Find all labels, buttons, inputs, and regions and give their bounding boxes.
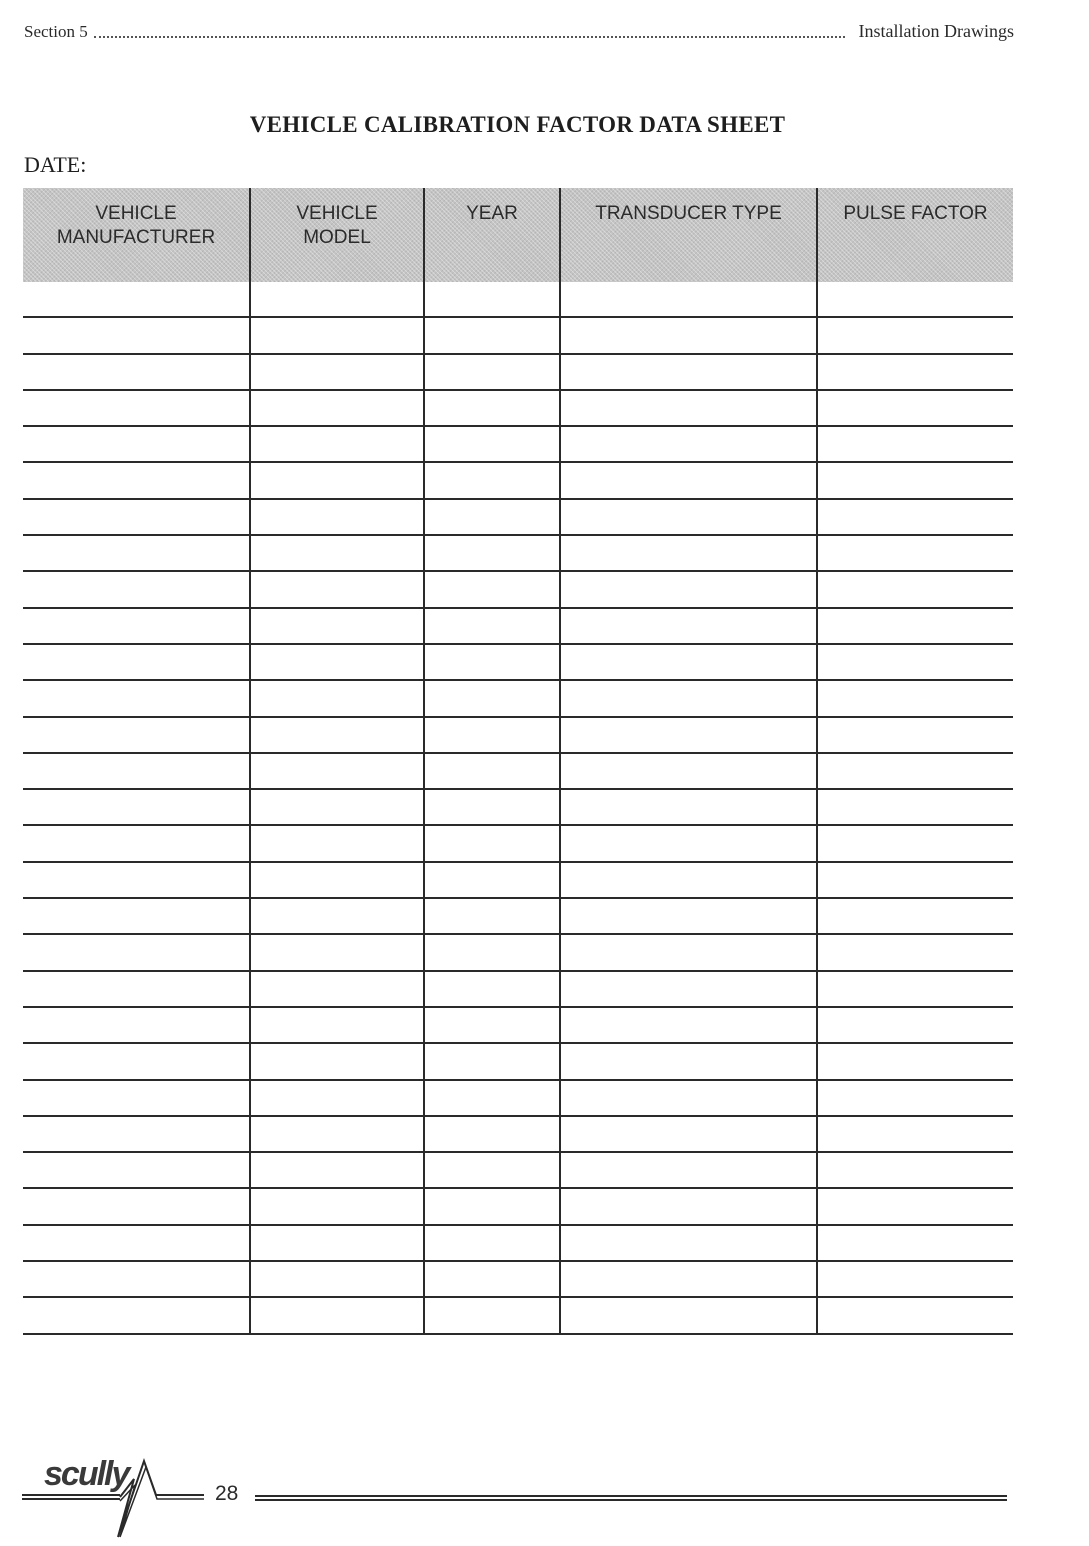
table-cell[interactable]: [23, 1188, 250, 1224]
table-cell[interactable]: [250, 1261, 424, 1297]
table-cell[interactable]: [560, 1043, 817, 1079]
table-row: [23, 462, 1013, 498]
table-cell[interactable]: [817, 717, 1013, 753]
table-cell[interactable]: [817, 282, 1013, 317]
table-cell[interactable]: [817, 644, 1013, 680]
table-cell[interactable]: [23, 862, 250, 898]
table-cell[interactable]: [250, 1116, 424, 1152]
table-cell[interactable]: [817, 426, 1013, 462]
table-cell[interactable]: [424, 571, 560, 607]
table-cell[interactable]: [817, 680, 1013, 716]
table-row: [23, 608, 1013, 644]
table-cell[interactable]: [23, 1080, 250, 1116]
table-row: [23, 1043, 1013, 1079]
table-cell[interactable]: [817, 1007, 1013, 1043]
logo-text: scully: [44, 1455, 129, 1493]
table-cell[interactable]: [250, 499, 424, 535]
table-cell[interactable]: [23, 282, 250, 317]
table-cell[interactable]: [817, 499, 1013, 535]
table-row: [23, 971, 1013, 1007]
table-cell[interactable]: [424, 1225, 560, 1261]
table-cell[interactable]: [250, 680, 424, 716]
footer-rule: [255, 1495, 1007, 1501]
table-cell[interactable]: [560, 499, 817, 535]
table-row: [23, 753, 1013, 789]
table-cell[interactable]: [424, 934, 560, 970]
column-header-line: VEHICLE: [296, 203, 378, 224]
column-header-manufacturer: [23, 188, 250, 282]
table-cell[interactable]: [23, 1043, 250, 1079]
table-cell[interactable]: [250, 789, 424, 825]
table-cell[interactable]: [817, 825, 1013, 861]
table-row: [23, 680, 1013, 716]
table-cell[interactable]: [560, 971, 817, 1007]
table-cell[interactable]: [23, 898, 250, 934]
column-header-line: MODEL: [303, 227, 371, 248]
page-footer: [22, 1455, 1012, 1545]
calibration-table: [23, 188, 1013, 1335]
table-header-row: [23, 188, 1013, 282]
table-row: [23, 717, 1013, 753]
table-cell[interactable]: [424, 862, 560, 898]
column-header-line: VEHICLE: [95, 203, 177, 224]
table-cell[interactable]: [250, 1297, 424, 1333]
table-cell[interactable]: [560, 1152, 817, 1188]
table-cell[interactable]: [560, 1188, 817, 1224]
table-row: [23, 898, 1013, 934]
table-cell[interactable]: [560, 317, 817, 353]
table-cell[interactable]: [23, 1297, 250, 1333]
table-cell[interactable]: [23, 789, 250, 825]
table-cell[interactable]: [250, 1043, 424, 1079]
table-cell[interactable]: [424, 717, 560, 753]
table-cell[interactable]: [424, 499, 560, 535]
table-cell[interactable]: [424, 354, 560, 390]
chapter-label: Installation Drawings: [858, 21, 1014, 41]
table-cell[interactable]: [250, 644, 424, 680]
table-cell[interactable]: [424, 789, 560, 825]
table-cell[interactable]: [424, 535, 560, 571]
table-cell[interactable]: [560, 426, 817, 462]
section-label: Section 5: [24, 22, 88, 41]
table-cell[interactable]: [817, 1080, 1013, 1116]
table-cell[interactable]: [250, 1007, 424, 1043]
table-cell[interactable]: [23, 644, 250, 680]
table-cell[interactable]: [560, 282, 817, 317]
table-cell[interactable]: [250, 462, 424, 498]
table-row: [23, 1225, 1013, 1261]
table-cell[interactable]: [560, 644, 817, 680]
table-cell[interactable]: [560, 753, 817, 789]
table-cell[interactable]: [424, 971, 560, 1007]
column-header-line: MANUFACTURER: [56, 227, 216, 248]
table-cell[interactable]: [250, 1225, 424, 1261]
table-cell[interactable]: [424, 825, 560, 861]
table-row: [23, 1261, 1013, 1297]
table-cell[interactable]: [23, 825, 250, 861]
table-cell[interactable]: [23, 499, 250, 535]
table-cell[interactable]: [560, 571, 817, 607]
table-cell[interactable]: [817, 317, 1013, 353]
column-header-year: [424, 188, 560, 282]
table-cell[interactable]: [250, 753, 424, 789]
table-row: [23, 1152, 1013, 1188]
column-header-line: YEAR: [466, 203, 518, 224]
table-row: [23, 535, 1013, 571]
table-row: [23, 1188, 1013, 1224]
table-body: [23, 282, 1013, 1334]
table-cell[interactable]: [817, 1225, 1013, 1261]
table-cell[interactable]: [250, 390, 424, 426]
table-cell[interactable]: [817, 1297, 1013, 1333]
table-cell[interactable]: [817, 898, 1013, 934]
page-number: 28: [215, 1482, 239, 1505]
table-cell[interactable]: [560, 608, 817, 644]
table-cell[interactable]: [250, 282, 424, 317]
table-cell[interactable]: [250, 571, 424, 607]
table-cell[interactable]: [424, 1043, 560, 1079]
table-row: [23, 862, 1013, 898]
table-cell[interactable]: [424, 426, 560, 462]
table-cell[interactable]: [424, 390, 560, 426]
table-cell[interactable]: [250, 317, 424, 353]
table-cell[interactable]: [23, 1007, 250, 1043]
table-cell[interactable]: [560, 934, 817, 970]
table-cell[interactable]: [817, 535, 1013, 571]
table-row: [23, 390, 1013, 426]
table-cell[interactable]: [424, 1261, 560, 1297]
table-cell[interactable]: [424, 753, 560, 789]
table-cell[interactable]: [817, 571, 1013, 607]
table-cell[interactable]: [817, 1261, 1013, 1297]
table-cell[interactable]: [560, 898, 817, 934]
table-cell[interactable]: [250, 825, 424, 861]
table-cell[interactable]: [560, 789, 817, 825]
column-header-line: PULSE FACTOR: [843, 203, 988, 224]
table-cell[interactable]: [250, 862, 424, 898]
table-cell[interactable]: [23, 680, 250, 716]
table-cell[interactable]: [560, 825, 817, 861]
table-row: [23, 789, 1013, 825]
table-cell[interactable]: [424, 1116, 560, 1152]
table-cell[interactable]: [23, 971, 250, 1007]
table-cell[interactable]: [23, 1152, 250, 1188]
table-cell[interactable]: [23, 753, 250, 789]
table-cell[interactable]: [250, 1152, 424, 1188]
date-label: DATE:: [24, 152, 87, 177]
table-row: [23, 934, 1013, 970]
table-cell[interactable]: [817, 1188, 1013, 1224]
table-row: [23, 1007, 1013, 1043]
table-cell[interactable]: [560, 1116, 817, 1152]
table-cell[interactable]: [424, 1152, 560, 1188]
table-row: [23, 426, 1013, 462]
table-cell[interactable]: [817, 753, 1013, 789]
table-row: [23, 644, 1013, 680]
column-header-line: TRANSDUCER TYPE: [595, 203, 782, 224]
table-cell[interactable]: [424, 1188, 560, 1224]
table-cell[interactable]: [817, 971, 1013, 1007]
table-cell[interactable]: [817, 608, 1013, 644]
table-cell[interactable]: [250, 354, 424, 390]
table-cell[interactable]: [250, 898, 424, 934]
scully-logo: [22, 1455, 204, 1541]
table-cell[interactable]: [23, 317, 250, 353]
table-cell[interactable]: [424, 680, 560, 716]
table-cell[interactable]: [817, 390, 1013, 426]
table-cell[interactable]: [424, 317, 560, 353]
table-cell[interactable]: [250, 1188, 424, 1224]
table-cell[interactable]: [817, 354, 1013, 390]
table-cell[interactable]: [23, 934, 250, 970]
table-cell[interactable]: [560, 390, 817, 426]
table-cell[interactable]: [817, 862, 1013, 898]
table-cell[interactable]: [23, 462, 250, 498]
table-cell[interactable]: [560, 462, 817, 498]
table-cell[interactable]: [250, 608, 424, 644]
table-row: [23, 1116, 1013, 1152]
column-header-model: [250, 188, 424, 282]
table-cell[interactable]: [817, 1152, 1013, 1188]
table-cell[interactable]: [560, 535, 817, 571]
running-header: [24, 18, 1014, 42]
table-cell[interactable]: [560, 1080, 817, 1116]
table-cell[interactable]: [23, 535, 250, 571]
leader-dots: [94, 36, 845, 38]
table-cell[interactable]: [424, 644, 560, 680]
table-cell[interactable]: [23, 354, 250, 390]
column-header-transducer-type: [560, 188, 817, 282]
table-row: [23, 1080, 1013, 1116]
table-cell[interactable]: [250, 426, 424, 462]
table-row: [23, 317, 1013, 353]
table-cell[interactable]: [424, 608, 560, 644]
table-cell[interactable]: [817, 462, 1013, 498]
table-cell[interactable]: [560, 862, 817, 898]
table-cell[interactable]: [817, 1116, 1013, 1152]
table-row: [23, 825, 1013, 861]
table-cell[interactable]: [560, 354, 817, 390]
table-cell[interactable]: [250, 971, 424, 1007]
table-cell[interactable]: [817, 934, 1013, 970]
table-cell[interactable]: [560, 1261, 817, 1297]
table-cell[interactable]: [560, 717, 817, 753]
table-cell[interactable]: [250, 535, 424, 571]
table-row: [23, 1297, 1013, 1333]
table-cell[interactable]: [23, 717, 250, 753]
table-row: [23, 354, 1013, 390]
table-cell[interactable]: [424, 1007, 560, 1043]
table-cell[interactable]: [23, 571, 250, 607]
table-row: [23, 282, 1013, 317]
table-cell[interactable]: [817, 1043, 1013, 1079]
table-cell[interactable]: [424, 898, 560, 934]
table-cell[interactable]: [424, 1297, 560, 1333]
table-cell[interactable]: [424, 282, 560, 317]
table-cell[interactable]: [424, 1080, 560, 1116]
page-title: VEHICLE CALIBRATION FACTOR DATA SHEET: [249, 112, 786, 137]
table-cell[interactable]: [23, 1225, 250, 1261]
table-cell[interactable]: [560, 1297, 817, 1333]
table-cell[interactable]: [250, 934, 424, 970]
table-cell[interactable]: [250, 717, 424, 753]
table-cell[interactable]: [817, 789, 1013, 825]
table-cell[interactable]: [560, 680, 817, 716]
table-cell[interactable]: [560, 1225, 817, 1261]
table-row: [23, 499, 1013, 535]
table-cell[interactable]: [23, 390, 250, 426]
table-cell[interactable]: [560, 1007, 817, 1043]
table-cell[interactable]: [23, 426, 250, 462]
table-cell[interactable]: [23, 608, 250, 644]
table-cell[interactable]: [23, 1261, 250, 1297]
column-header-pulse-factor: [817, 188, 1013, 282]
table-cell[interactable]: [250, 1080, 424, 1116]
table-cell[interactable]: [23, 1116, 250, 1152]
table-cell[interactable]: [424, 462, 560, 498]
table-row: [23, 571, 1013, 607]
